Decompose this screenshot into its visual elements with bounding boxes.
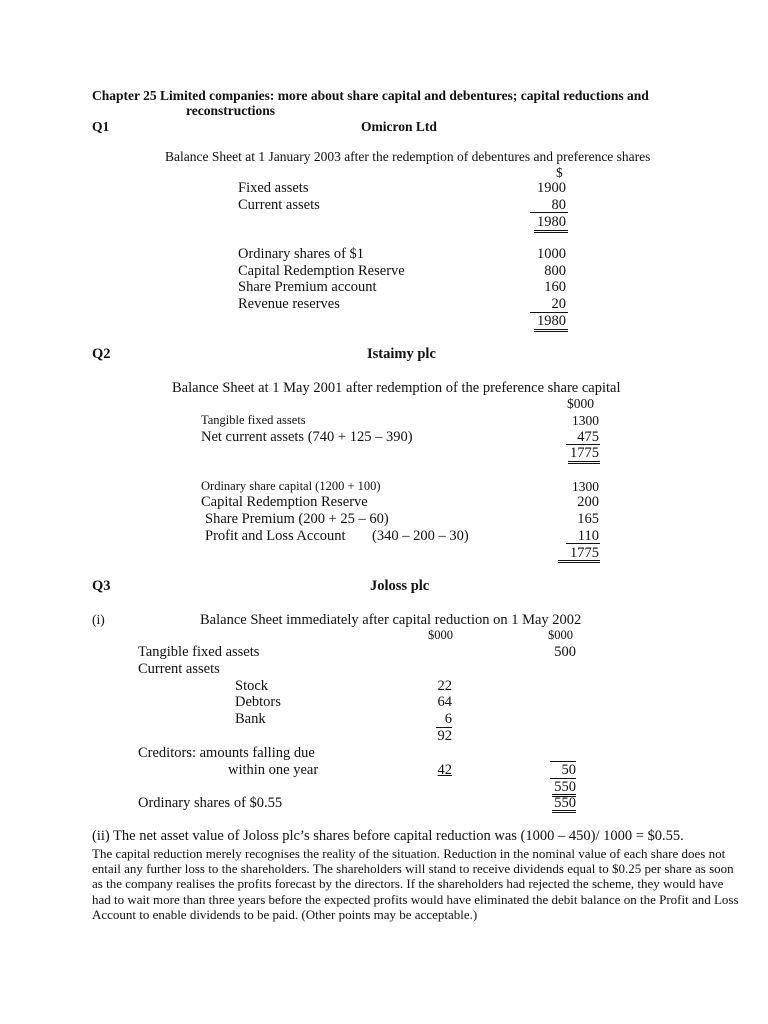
q3-total-value: 550 — [554, 779, 576, 795]
q1-currency: $ — [556, 165, 563, 180]
q3-net-current-value: 50 — [561, 762, 576, 778]
q3-total-rule — [552, 810, 576, 811]
q1-caption: Balance Sheet at 1 January 2003 after the redemption of debentures and preference shares — [165, 149, 651, 164]
q1-asset-label: Current assets — [238, 197, 320, 213]
q3-part-ii-paragraph — [92, 846, 742, 922]
q2-capital-label: Share Premium (200 + 25 – 60) — [205, 511, 389, 527]
q3-creditors-label-continued: within one year — [228, 762, 319, 778]
q2-capital-label: Profit and Loss Account — [205, 528, 346, 544]
q2-subtotal-rule — [566, 543, 600, 544]
q3-current-item-label: Stock — [235, 678, 269, 694]
q2-asset-value: 1300 — [572, 413, 599, 428]
q1-capital-label: Revenue reserves — [238, 296, 340, 312]
q2-total-rule — [558, 562, 600, 563]
q2-label: Q2 — [92, 346, 111, 362]
q2-caption: Balance Sheet at 1 May 2001 after redemption of the preference share capital — [172, 380, 621, 396]
q1-capital-label: Ordinary shares of $1 — [238, 246, 365, 262]
q2-total-rule — [558, 560, 600, 561]
q2-total-rule — [568, 463, 600, 464]
q2-capital-value: 1300 — [572, 479, 599, 494]
q1-capital-value: 20 — [551, 296, 566, 312]
q3-ordinary-label: Ordinary shares of $0.55 — [138, 795, 283, 811]
q2-total-rule — [568, 461, 600, 462]
q3-tangible-value: 500 — [554, 644, 576, 660]
q1-total-rule — [534, 329, 568, 330]
q1-capital-label: Share Premium account — [238, 279, 377, 295]
q1-label: Q1 — [92, 119, 110, 134]
q1-asset-value: 1900 — [537, 180, 566, 196]
q2-company: Istaimy plc — [367, 346, 436, 362]
q1-asset-label: Fixed assets — [238, 180, 309, 196]
q3-current-item-value: 64 — [437, 694, 452, 710]
q3-part-ii-body: The capital reduction merely recognises the reality of the situation. Reduction in the nominal value of each share does not entail any further loss to the shareholders. The shareholders will stand to receive dividends equal to $0.25 per share as soon as the company realises the profits forecast by the directors. If the shareholders had rejected the scheme, they would have had to wait more than three years before the expected profits would have eliminated the debit balance on the Profit and Loss Account to enable dividends to be paid. (Other points may be acceptable.) — [92, 846, 739, 922]
q3-ordinary-value: 550 — [554, 795, 576, 811]
q3-current-item-label: Bank — [235, 711, 266, 727]
q3-tangible-label: Tangible fixed assets — [138, 644, 260, 660]
q3-current-total: 92 — [437, 728, 452, 744]
q1-capital-value: 160 — [544, 279, 566, 295]
q1-capital-value: 1000 — [537, 246, 566, 262]
q1-assets-total: 1980 — [537, 214, 566, 230]
chapter-title-continued: reconstructions — [186, 103, 275, 118]
q3-col2-head: $000 — [548, 628, 573, 642]
q3-current-assets-label: Current assets — [138, 661, 220, 677]
q3-current-item-label: Debtors — [235, 694, 281, 710]
q3-creditors-value: 42 — [437, 762, 452, 778]
q3-col1-head: $000 — [428, 628, 453, 642]
q3-current-item-value: 22 — [437, 678, 452, 694]
q2-assets-total: 1775 — [570, 445, 599, 461]
q1-total-rule — [534, 331, 568, 332]
q3-total-rule — [552, 812, 576, 813]
q1-total-rule — [534, 230, 568, 231]
q2-currency: $000 — [567, 396, 594, 411]
q2-capital-value: 110 — [577, 528, 599, 544]
q3-company: Joloss plc — [370, 578, 430, 594]
q2-asset-value: 475 — [577, 429, 599, 445]
q1-capital-total: 1980 — [537, 313, 566, 329]
q2-capital-label: Ordinary share capital (1200 + 100) — [201, 479, 381, 493]
q1-capital-value: 800 — [544, 263, 566, 279]
q2-capital-calc: (340 – 200 – 30) — [372, 528, 469, 544]
q1-subtotal-rule — [530, 212, 568, 213]
q2-asset-label: Net current assets (740 + 125 – 390) — [201, 429, 413, 445]
q1-company: Omicron Ltd — [361, 119, 437, 134]
q3-current-item-value: 6 — [444, 711, 452, 727]
q2-capital-total: 1775 — [570, 545, 599, 561]
q1-asset-value: 80 — [551, 197, 566, 213]
q3-part-ii-first-line: (ii) The net asset value of Joloss plc’s shares before capital reduction was (1000 – 450)/ 1000 = $0.55. — [92, 828, 684, 844]
q3-label: Q3 — [92, 578, 111, 594]
q3-caption: Balance Sheet immediately after capital reduction on 1 May 2002 — [200, 612, 582, 628]
q2-asset-label: Tangible fixed assets — [201, 413, 306, 427]
q2-capital-value: 200 — [577, 494, 599, 510]
q2-capital-value: 165 — [577, 511, 599, 527]
q1-capital-label: Capital Redemption Reserve — [238, 263, 405, 279]
q1-total-rule — [534, 232, 568, 233]
chapter-title: Chapter 25 Limited companies: more about share capital and debentures; capital reductions and — [92, 88, 649, 103]
q2-capital-label: Capital Redemption Reserve — [201, 494, 368, 510]
q3-part-i: (i) — [92, 612, 105, 627]
q3-creditors-label: Creditors: amounts falling due — [138, 745, 315, 761]
